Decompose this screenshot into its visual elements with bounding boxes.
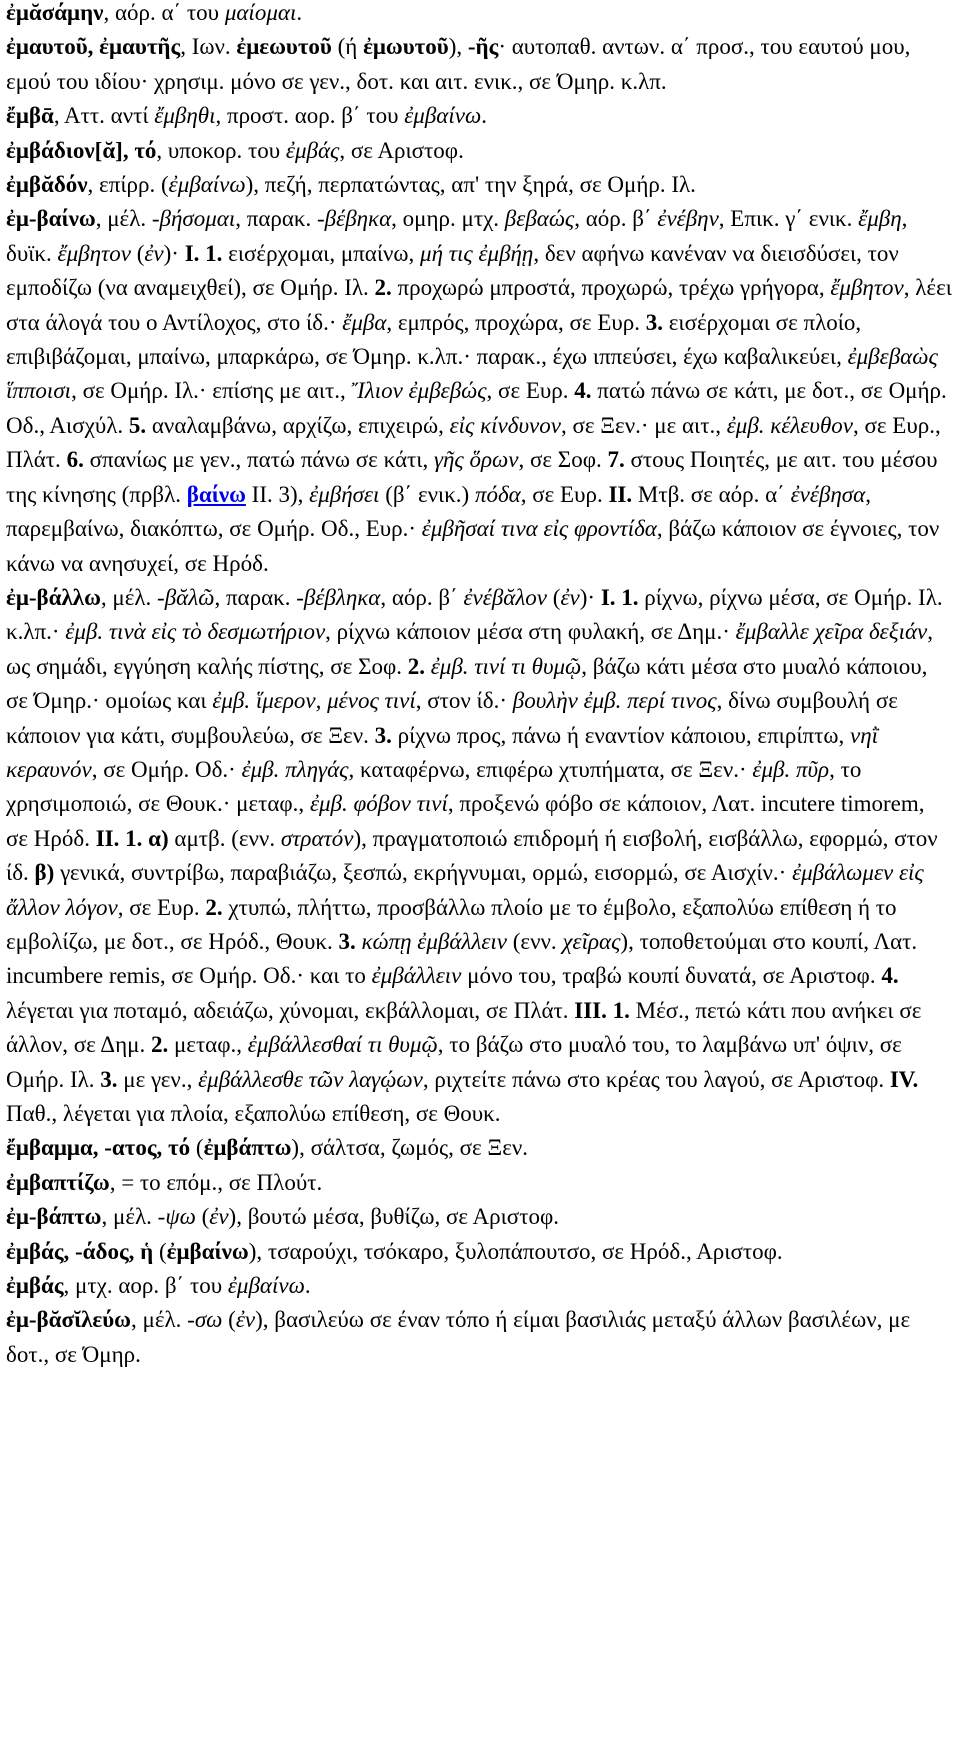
bold-text: 3.: [374, 722, 392, 748]
entry-text: , το χρησιμοποιώ, σε Θουκ.· μεταφ.,: [6, 756, 862, 817]
entry-text: αμτβ. (ενν.: [168, 825, 281, 851]
italic-text: ἔμβηθι: [154, 103, 216, 129]
entry-text: , προστ. αορ. β΄ του: [215, 103, 405, 129]
italic-text: πόδα: [474, 481, 521, 507]
dictionary-entry: [6, 134, 952, 168]
entry-headword: ἔμβαμμα, -ατος, τό: [6, 1135, 191, 1161]
entry-headword: ἔμβᾱ: [6, 103, 54, 129]
entry-text: ), τοποθετούμαι στο κουπί, Λατ. incumbere remis, σε Ομήρ. Οδ.· και το: [6, 928, 918, 989]
bold-text: β): [34, 860, 55, 886]
entry-text: , υποκορ. του: [156, 137, 286, 163]
bold-text: 7.: [607, 447, 625, 473]
entry-headword: ἐμβᾰδόν: [6, 172, 88, 198]
bold-text: ἐμβάπτω: [203, 1135, 292, 1161]
italic-text: -βέβηκα: [317, 206, 392, 232]
entry-text: , βάζω κάτι μέσα στο μυαλό κάποιου, σε Όμηρ.· ομοίως και: [6, 653, 928, 714]
entry-text: ), τσαρούχι, τσόκαρο, ξυλοπάπουτσο, σε Ηρόδ., Αριστοφ.: [248, 1238, 783, 1264]
italic-text: ἐμβήσει: [309, 481, 380, 507]
entry-text: σπανίως με γεν., πατώ πάνω σε κάτι,: [83, 447, 434, 473]
italic-text: ἔμβα: [342, 309, 387, 335]
bold-text: 5.: [128, 412, 147, 438]
entry-text: μεταφ.,: [168, 1032, 248, 1058]
italic-text: -σω: [187, 1307, 223, 1333]
entry-text: , σε Ομήρ. Οδ.·: [91, 756, 242, 782]
entry-text: , μέλ.: [101, 1204, 158, 1230]
entry-text: , σε Ευρ.: [486, 378, 575, 404]
bold-text: 4.: [574, 378, 592, 404]
entry-text: · αυτοπαθ. αντων. α΄ προσ., του εαυτού μου, εμού του ιδίου· χρησιμ. μόνο σε γεν., δοτ. και αιτ. ενικ., σε Όμηρ. κ.λπ.: [6, 34, 911, 94]
entry-text: , ριχτείτε πάνω στο κρέας του λαγού, σε Αριστοφ.: [422, 1066, 890, 1092]
bold-text: 4.: [881, 963, 899, 989]
bold-text: III. 1.: [574, 997, 630, 1023]
entry-text: , καταφέρνω, επιφέρω χτυπήματα, σε Ξεν.·: [348, 756, 753, 782]
entry-text: .: [481, 103, 487, 129]
entry-text: , Ιων.: [180, 34, 237, 60]
entry-text: (β΄ ενικ.): [379, 481, 475, 507]
italic-text: ἐνέβᾰλον: [463, 584, 548, 610]
entry-text: εισέρχομαι σε πλοίο, επιβιβάζομαι, μπαίνω, μπαρκάρω, σε Όμηρ. κ.λπ.· παρακ., έχω ιππεύσει, έχω καβαλικεύει,: [6, 309, 862, 370]
entry-text: , = το επόμ., σε Πλούτ.: [109, 1169, 323, 1195]
entry-headword: ἐμαυτοῦ, ἐμαυτῆς: [6, 34, 181, 60]
bold-text: 3.: [645, 309, 664, 335]
entry-text: ),: [448, 34, 468, 60]
entry-text: , σε Ξεν.· με αιτ.,: [560, 412, 727, 438]
dictionary-entry: [6, 1200, 952, 1234]
italic-text: ἔμβη: [858, 206, 902, 232]
entry-text: ρίχνω προς, πάνω ή εναντίον κάποιου, επιρίπτω,: [391, 722, 851, 748]
entry-text: , εμπρός, προχώρα, σε Ευρ.: [386, 309, 646, 335]
bold-text: IV.: [889, 1066, 919, 1092]
bold-text: ἐμβαίνω: [166, 1238, 249, 1264]
italic-text: ἔμβητον: [830, 275, 904, 301]
entry-text: ), πραγματοποιώ επιδρομή ή εισβολή, εισβάλλω, εφορμώ, στον ίδ.: [6, 825, 938, 886]
entry-text: εισέρχομαι, μπαίνω,: [222, 240, 421, 266]
italic-text: Ἴλιον ἐμβεβώς: [351, 378, 487, 404]
entry-text: (: [153, 1238, 167, 1264]
italic-text: μή τις ἐμβήῃ: [420, 240, 534, 266]
entry-text: ), βουτώ μέσα, βυθίζω, σε Αριστοφ.: [228, 1204, 559, 1230]
italic-text: ἔμβαλλε χεῖρα δεξιάν: [735, 619, 928, 645]
italic-text: ἐν: [209, 1204, 229, 1230]
dictionary-entry: [6, 1269, 952, 1303]
entry-text: χτυπώ, πλήττω, προσβάλλω πλοίο με το έμβολο, εξαπολύω επίθεση ή το εμβολίζω, με δοτ., σε Ηρόδ., Θουκ.: [6, 894, 897, 954]
dictionary-entry: [6, 1235, 952, 1269]
entry-text: (: [195, 1204, 210, 1230]
entry-text: Μέσ., πετώ κάτι που ανήκει σε άλλον, σε Δημ.: [6, 997, 922, 1058]
entry-text: , σε Σοφ.: [518, 447, 608, 473]
entry-text: ), βασιλεύω σε έναν τόπο ή είμαι βασιλιάς μεταξύ άλλων βασιλέων, με δοτ., σε Όμηρ.: [6, 1307, 911, 1367]
entry-text: (: [130, 240, 145, 266]
entry-text: , δεν αφήνω κανέναν να διεισδύσει, τον εμποδίζω (να αναμειχθεί), σε Ομήρ. Ιλ.: [6, 240, 899, 301]
entry-headword: ἐμβάς: [6, 1273, 64, 1299]
bold-text: 2.: [374, 275, 392, 301]
italic-text: -βέβληκα: [296, 584, 381, 610]
entry-text: , επίρρ. (: [87, 172, 169, 198]
entry-text: , σε Ομήρ. Ιλ.· επίσης με αιτ.,: [71, 378, 352, 404]
dictionary-entry: [6, 168, 952, 202]
italic-text: ἐμβ. πῦρ: [752, 756, 830, 782]
italic-text: βεβαώς: [504, 206, 575, 232]
italic-text: ἐμβάλλεσθαί τι θυμῷ: [247, 1032, 438, 1058]
italic-text: ἐν: [235, 1307, 256, 1333]
entry-text: , σε Αριστοφ.: [339, 137, 464, 163]
entry-text: ), πεζή, περπατώντας, απ' την ξηρά, σε Ομήρ. Ιλ.: [245, 172, 696, 198]
italic-text: ἐμβῆσαί τινα εἰς φροντίδα: [421, 516, 657, 542]
entry-text: ρίχνω, ρίχνω μέσα, σε Ομήρ. Ιλ. κ.λπ.·: [6, 584, 943, 645]
entry-text: , βάζω κάποιον σε έγνοιες, τον κάνω να ανησυχεί, σε Ηρόδ.: [6, 516, 940, 576]
italic-text: νηῒ κεραυνόν: [6, 722, 879, 782]
entry-text: ), σάλτσα, ζωμός, σε Ξεν.: [291, 1135, 529, 1161]
italic-text: εἰς κίνδυνον: [449, 412, 561, 438]
italic-text: ἐμβεβαὼς ἵπποισι: [6, 344, 938, 404]
entry-text: λέγεται για ποταμό, αδειάζω, χύνομαι, εκβάλλομαι, σε Πλάτ.: [6, 997, 575, 1023]
italic-text: χεῖρας: [562, 928, 621, 954]
entry-text: , ως σημάδι, εγγύηση καλής πίστης, σε Σοφ.: [6, 619, 934, 679]
entry-text: , μέλ.: [100, 584, 158, 610]
entry-text: , ρίχνω κάποιον μέσα στη φυλακή, σε Δημ.·: [325, 619, 736, 645]
entry-text: (: [222, 1307, 236, 1333]
entry-text: , μτχ. αορ. β΄ του: [63, 1273, 228, 1299]
entry-headword: ἐμ-βάλλω: [6, 584, 101, 610]
bold-text: I. 1.: [600, 584, 639, 610]
italic-text: ἐμβάς: [285, 137, 340, 163]
bold-text: 6.: [66, 447, 84, 473]
entry-text: (: [190, 1135, 204, 1161]
entry-text: , σε Ευρ., Πλάτ.: [6, 412, 941, 473]
entry-text: )·: [579, 584, 601, 610]
italic-text: κώπῃ ἐμβάλλειν: [361, 928, 508, 954]
dictionary-entry: [6, 0, 952, 30]
entry-text: , σε Ευρ.: [520, 481, 609, 507]
bold-text: 3.: [100, 1066, 118, 1092]
italic-text: ἐμβ. κέλευθον: [726, 412, 853, 438]
italic-text: στρατόν: [280, 825, 354, 851]
bold-text: 2.: [150, 1032, 169, 1058]
entry-headword: ἐμ-βάπτω: [6, 1204, 102, 1230]
bold-text: II.: [608, 481, 633, 507]
entry-text: , προξενώ φόβο σε κάποιον, Λατ. incutere timorem, σε Ηρόδ.: [6, 791, 925, 851]
entry-text: πατώ πάνω σε κάτι, με δοτ., σε Ομήρ. Οδ., Αισχύλ.: [6, 378, 947, 438]
entry-text: προχωρώ μπροστά, προχωρώ, τρέχω γρήγορα,: [391, 275, 831, 301]
dictionary-entry: [6, 1131, 952, 1165]
italic-text: ἐν: [560, 584, 580, 610]
entry-text: , δίνω συμβουλή σε κάποιον για κάτι, συμβουλεύω, σε Ξεν.: [6, 688, 898, 748]
entry-text: (ή: [331, 34, 364, 60]
italic-text: ἐμβαίνω: [404, 103, 482, 129]
entry-text: , παρακ.: [235, 206, 318, 232]
entry-text: .: [296, 0, 303, 25]
entry-text: , Επικ. γ΄ ενικ.: [718, 206, 859, 232]
entry-headword: ἐμᾰσάμην: [6, 0, 104, 25]
italic-text: -βήσομαι: [151, 206, 236, 232]
entry-text: , σε Ευρ.: [117, 894, 206, 920]
dictionary-entry: [6, 202, 952, 580]
bold-text: II. 1. α): [95, 825, 169, 851]
italic-text: ἔμβητον: [57, 240, 131, 266]
italic-text: ἐν: [144, 240, 164, 266]
entry-text: , παρεμβαίνω, διακόπτω, σε Ομήρ. Οδ., Ευρ.·: [6, 481, 871, 542]
entry-text: , το βάζω στο μυαλό του, το λαμβάνω υπ' όψιν, σε Ομήρ. Ιλ.: [6, 1032, 902, 1092]
italic-text: ἐμβάλλεσθε τῶν λαγῴων: [198, 1066, 423, 1092]
entry-text: , στον ίδ.·: [415, 688, 513, 714]
bold-text: 2.: [205, 894, 223, 920]
bold-text: ἐμεωυτοῦ: [236, 34, 332, 60]
entry-headword: ἐμβαπτίζω: [6, 1169, 110, 1195]
entry-text: , ομηρ. μτχ.: [391, 206, 505, 232]
entry-text: II. 3),: [245, 481, 310, 507]
italic-text: ἐμβ. τινί τι θυμῷ: [430, 653, 582, 679]
italic-text: ἐμβ. ἵμερον, μένος τινί: [212, 688, 416, 714]
italic-text: ἐμβάλωμεν εἰς ἄλλον λόγον: [6, 860, 924, 920]
italic-text: ἐμβαίνω: [227, 1273, 305, 1299]
dictionary-entry: [6, 581, 952, 1132]
entry-text: στους Ποιητές, με αιτ. του μέσου της κίνησης (πρβλ.: [6, 447, 938, 507]
bold-text: 2.: [407, 653, 425, 679]
entry-text: Παθ., λέγεται για πλοία, εξαπολύω επίθεση, σε Θουκ.: [6, 1101, 501, 1126]
italic-text: ἐνέβην: [657, 206, 719, 232]
entry-text: αναλαμβάνω, αρχίζω, επιχειρώ,: [146, 412, 450, 438]
dictionary-entry: [6, 1166, 952, 1200]
entry-headword: ἐμβάς, -άδος, ἡ: [6, 1238, 154, 1264]
italic-text: γῆς ὅρων: [433, 447, 519, 473]
italic-text: ἐμβ. φόβον τινί: [309, 791, 448, 817]
dictionary-entry: [6, 30, 952, 99]
italic-text: -βᾰλῶ: [157, 584, 215, 610]
bold-text: -ῆς: [467, 34, 499, 60]
entry-text: γενικά, συντρίβω, παραβιάζω, ξεσπώ, εκρήγνυμαι, ορμώ, εισορμώ, σε Αισχίν.·: [54, 860, 793, 886]
entry-text: , παρακ.: [214, 584, 297, 610]
italic-text: μαίομαι: [224, 0, 297, 25]
bold-text: ἐμωυτοῦ: [363, 34, 449, 60]
italic-text: ἐνέβησα: [790, 481, 866, 507]
dictionary-entry: [6, 99, 952, 133]
entry-headword: ἐμ-βᾰσῐλεύω: [6, 1307, 131, 1333]
entry-text: , μέλ.: [95, 206, 152, 232]
entry-text: (ενν.: [507, 928, 563, 954]
italic-text: ἐμβάλλειν: [371, 963, 462, 989]
entry-text: , μέλ.: [131, 1307, 188, 1333]
bold-text: 3.: [338, 928, 356, 954]
entry-text: .: [304, 1273, 311, 1299]
entry-headword: ἐμ-βαίνω: [6, 206, 96, 232]
entry-headword: ἐμβάδιον[ᾰ], τό: [6, 137, 157, 163]
italic-text: βουλὴν ἐμβ. περί τινος: [512, 688, 717, 714]
entry-text: , λέει στα άλογά του ο Αντίλοχος, στο ίδ.·: [6, 275, 952, 335]
entry-text: Μτβ. σε αόρ. α΄: [632, 481, 791, 507]
entry-text: , δυϊκ.: [6, 206, 908, 266]
entry-text: με γεν.,: [117, 1066, 199, 1092]
entry-text: , αόρ. α΄ του: [103, 0, 225, 25]
bold-text: I. 1.: [184, 240, 223, 266]
entry-text: , Αττ. αντί: [53, 103, 155, 129]
entry-text: , αόρ. β΄: [574, 206, 658, 232]
entry-text: (: [547, 584, 561, 610]
entry-text: )·: [163, 240, 185, 266]
italic-text: ἐμβαίνω: [168, 172, 246, 198]
italic-text: ἐμβ. πληγάς: [241, 756, 349, 782]
dictionary-entry: [6, 1303, 952, 1372]
cross-reference-link[interactable]: βαίνω: [186, 481, 246, 507]
italic-text: -ψω: [157, 1204, 196, 1230]
entry-text: μόνο του, τραβώ κουπί δυνατά, σε Αριστοφ.: [461, 963, 882, 989]
italic-text: ἐμβ. τινὰ εἰς τὸ δεσμωτήριον: [65, 619, 326, 645]
entry-text: , αόρ. β΄: [380, 584, 464, 610]
